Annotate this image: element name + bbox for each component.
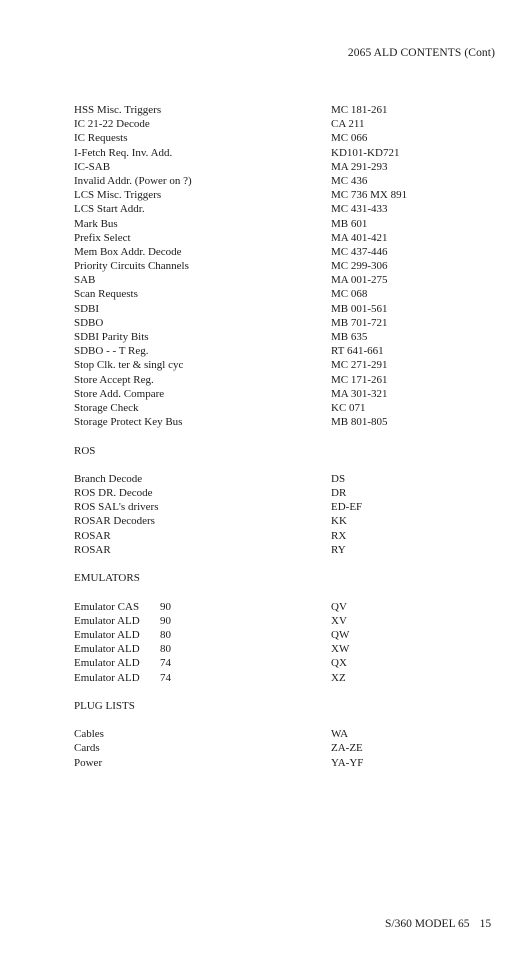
entry-title: IC 21-22 Decode — [74, 118, 150, 131]
entry-reference: RT 641-661 — [331, 345, 384, 358]
contents-row — [74, 671, 494, 685]
entry-title: Emulator ALD — [74, 643, 140, 656]
contents-row — [74, 231, 494, 245]
entry-reference: MC 437-446 — [331, 245, 388, 258]
contents-row — [74, 302, 494, 316]
entry-title: Store Accept Reg. — [74, 373, 154, 386]
section-gap — [74, 458, 494, 472]
entry-reference: CA 211 — [331, 118, 365, 131]
entry-reference: MA 301-321 — [331, 387, 388, 400]
entry-title: LCS Misc. Triggers — [74, 189, 162, 202]
entry-title: SDBO — [74, 316, 104, 329]
section-heading: ROS — [74, 444, 96, 457]
entry-reference: MA 401-421 — [331, 231, 388, 244]
contents-row — [74, 373, 494, 387]
entry-reference: MB 701-721 — [331, 316, 388, 329]
entry-title: IC Requests — [74, 132, 128, 145]
entry-reference: DS — [331, 472, 346, 485]
entry-reference: KC 071 — [331, 401, 366, 414]
contents-row — [74, 543, 494, 557]
contents-row — [74, 245, 494, 259]
entry-reference: MC 431-433 — [331, 203, 388, 216]
contents-row — [74, 656, 494, 670]
contents-row — [74, 358, 494, 372]
entry-title: Emulator ALD — [74, 657, 140, 670]
contents-row — [74, 273, 494, 287]
entry-reference: XW — [331, 643, 350, 656]
entry-reference: KK — [331, 515, 347, 528]
entry-reference: MC 736 MX 891 — [331, 189, 408, 202]
entry-reference: MC 068 — [331, 288, 368, 301]
entry-reference: DR — [331, 487, 347, 500]
entry-reference: YA-YF — [331, 756, 364, 769]
entry-title: Mem Box Addr. Decode — [74, 245, 182, 258]
entry-title: ROSAR — [74, 543, 111, 556]
entry-reference: KD101-KD721 — [331, 146, 400, 159]
contents-row — [74, 628, 494, 642]
entry-title: Branch Decode — [74, 472, 143, 485]
entry-title: Prefix Select — [74, 231, 131, 244]
contents-row — [74, 401, 494, 415]
entry-title: SAB — [74, 274, 96, 287]
entry-model-number: 80 — [160, 643, 171, 656]
contents-row — [74, 174, 494, 188]
entry-reference: MB 801-805 — [331, 416, 388, 429]
contents-row — [74, 741, 494, 755]
page-footer — [385, 918, 491, 930]
entry-title: LCS Start Addr. — [74, 203, 145, 216]
entry-title: Store Add. Compare — [74, 387, 165, 400]
contents-row — [74, 117, 494, 131]
entry-model-number: 90 — [160, 600, 171, 613]
entry-reference: ZA-ZE — [331, 742, 363, 755]
entry-reference: MC 271-291 — [331, 359, 388, 372]
contents-row — [74, 287, 494, 301]
entry-title: Emulator ALD — [74, 614, 140, 627]
entry-reference: QX — [331, 657, 347, 670]
entry-title: IC-SAB — [74, 160, 111, 173]
entry-reference: MB 601 — [331, 217, 368, 230]
entry-title: SDBI — [74, 302, 100, 315]
entry-title: HSS Misc. Triggers — [74, 104, 162, 116]
contents-row — [74, 600, 494, 614]
entry-title: Power — [74, 756, 103, 769]
contents-row — [74, 415, 494, 429]
entry-title: Cables — [74, 728, 104, 741]
entry-reference: RX — [331, 529, 347, 542]
entry-reference: MC 171-261 — [331, 373, 388, 386]
contents-row — [74, 188, 494, 202]
section-heading: EMULATORS — [74, 572, 140, 585]
contents-row — [74, 103, 494, 117]
contents-row — [74, 756, 494, 770]
entry-title: Emulator CAS — [74, 600, 140, 613]
contents-row — [74, 330, 494, 344]
entry-reference: MB 001-561 — [331, 302, 388, 315]
entry-title: SDBO - - T Reg. — [74, 345, 149, 358]
page-header: 2065 ALD CONTENTS (Cont) — [347, 47, 495, 59]
contents-row — [74, 614, 494, 628]
entry-title: Emulator ALD — [74, 628, 140, 641]
entry-title: Emulator ALD — [74, 671, 140, 684]
entry-model-number: 74 — [160, 671, 171, 684]
footer-label: S/360 MODEL 65 — [385, 918, 470, 930]
entry-model-number: 74 — [160, 657, 171, 670]
contents-row — [74, 472, 494, 486]
contents-row — [74, 500, 494, 514]
entry-title: ROS DR. Decode — [74, 487, 153, 500]
entry-reference: MC 299-306 — [331, 260, 388, 273]
entry-reference: MA 001-275 — [331, 274, 388, 287]
entry-reference: QV — [331, 600, 347, 613]
entry-title: ROS SAL's drivers — [74, 501, 159, 514]
contents-row — [74, 131, 494, 145]
entry-reference: RY — [331, 543, 346, 556]
entry-model-number: 80 — [160, 628, 171, 641]
contents-row — [74, 146, 494, 160]
contents-row — [74, 202, 494, 216]
contents-row — [74, 642, 494, 656]
entry-reference: MC 436 — [331, 174, 368, 187]
entry-title: Storage Check — [74, 401, 139, 414]
entry-reference: XZ — [331, 671, 346, 684]
section-gap — [74, 557, 494, 571]
section-gap — [74, 585, 494, 599]
entry-reference: MA 291-293 — [331, 160, 388, 173]
entry-title: Stop Clk. ter & singl cyc — [74, 359, 184, 372]
section-heading: PLUG LISTS — [74, 699, 135, 712]
entry-title: ROSAR Decoders — [74, 515, 155, 528]
entry-title: I-Fetch Req. Inv. Add. — [74, 146, 173, 159]
contents-row — [74, 344, 494, 358]
contents-list — [74, 103, 494, 770]
entry-reference: MB 635 — [331, 331, 368, 343]
section-gap — [74, 685, 494, 699]
entry-title: ROSAR — [74, 529, 111, 542]
section-gap — [74, 429, 494, 443]
entry-reference: QW — [331, 628, 350, 641]
section-gap — [74, 713, 494, 727]
entry-reference: XV — [331, 614, 347, 627]
entry-title: Priority Circuits Channels — [74, 260, 189, 273]
entry-title: Cards — [74, 742, 100, 755]
contents-row — [74, 160, 494, 174]
contents-row — [74, 514, 494, 528]
contents-row — [74, 217, 494, 231]
contents-row — [74, 529, 494, 543]
contents-row — [74, 727, 494, 741]
page-number: 15 — [479, 918, 492, 930]
contents-row — [74, 259, 494, 273]
entry-title: Mark Bus — [74, 217, 118, 230]
entry-title: Invalid Addr. (Power on ?) — [74, 174, 192, 187]
entry-reference: MC 181-261 — [331, 104, 388, 116]
contents-row — [74, 387, 494, 401]
entry-model-number: 90 — [160, 614, 171, 627]
entry-title: Storage Protect Key Bus — [74, 416, 183, 429]
entry-reference: ED-EF — [331, 501, 363, 514]
contents-row — [74, 486, 494, 500]
entry-reference: WA — [331, 728, 349, 741]
entry-title: SDBI Parity Bits — [74, 331, 149, 343]
entry-reference: MC 066 — [331, 132, 368, 145]
contents-row — [74, 316, 494, 330]
entry-title: Scan Requests — [74, 288, 138, 301]
